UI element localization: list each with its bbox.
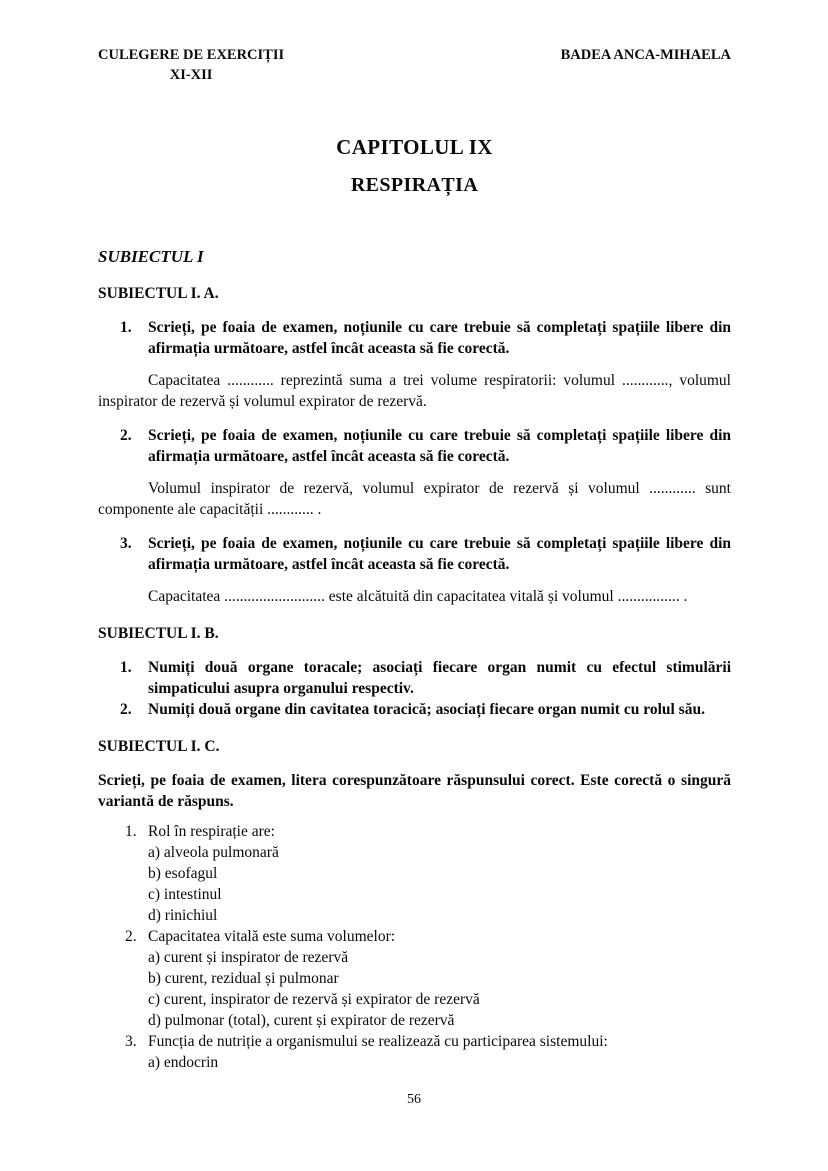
header-author: BADEA ANCA-MIHAELA: [560, 47, 731, 63]
chapter-subtitle: RESPIRAȚIA: [350, 174, 479, 197]
part-c-question-list: [98, 821, 731, 1073]
part-c-instruction: Scrieți, pe foaia de examen, litera corespunzătoare răspunsului corect. Este corectă o singură variantă de răspuns.: [98, 772, 731, 811]
exercise-item: [98, 425, 731, 467]
question-options: [148, 842, 731, 926]
question-text: Rol în respirație are:: [148, 823, 275, 841]
part-a-item-2: [98, 425, 731, 520]
item-number: 1.: [120, 319, 132, 337]
header-book-title-line1: CULEGERE DE EXERCIȚII: [98, 47, 285, 63]
part-a-heading: SUBIECTUL I. A.: [98, 285, 219, 303]
page-header: [98, 46, 731, 85]
item-prompt: Scrieți, pe foaia de examen, noțiunile cu care trebuie să completați spațiile libere din afirmația următoare, astfel încât aceasta să fie corectă.: [148, 535, 731, 574]
header-book-title: [98, 46, 284, 85]
part-b-item-2: [98, 699, 731, 720]
part-b-item-1: [98, 657, 731, 699]
question-stem: [98, 1031, 731, 1052]
item-statement: Capacitatea .......................... este alcătuită din capacitatea vitală și volumul ................ .: [148, 588, 688, 606]
part-c-heading: SUBIECTUL I. C.: [98, 738, 220, 756]
exercise-item: [98, 317, 731, 359]
part-b-heading: SUBIECTUL I. B.: [98, 625, 219, 643]
item-statement: Capacitatea ............ reprezintă suma a trei volume respiratorii: volumul ............, volumul inspirator de rezervă și volumul expirator de rezervă.: [98, 372, 731, 411]
item-number: 3.: [120, 535, 132, 553]
question-options: [148, 1052, 731, 1073]
question-2: [98, 926, 731, 1031]
item-number: 2.: [120, 701, 132, 719]
part-a-item-3: [98, 533, 731, 607]
option-c: c) intestinul: [148, 886, 222, 904]
part-a-item-1: [98, 317, 731, 412]
option-b: b) curent, rezidual și pulmonar: [148, 970, 339, 988]
item-number: 1.: [120, 659, 132, 677]
question-stem: [98, 926, 731, 947]
option-a: a) endocrin: [148, 1054, 219, 1072]
question-stem: [98, 821, 731, 842]
option-c: c) curent, inspirator de rezervă și expirator de rezervă: [148, 991, 480, 1009]
header-book-title-line2: XI-XII: [169, 66, 213, 83]
option-b: b) esofagul: [148, 865, 218, 883]
subject-i-heading: SUBIECTUL I: [98, 247, 204, 267]
option-d: d) pulmonar (total), curent și expirator de rezervă: [148, 1012, 455, 1030]
question-number: 2.: [125, 928, 137, 946]
item-statement: Volumul inspirator de rezervă, volumul expirator de rezervă și volumul ............ sunt componente ale capacității ............ .: [98, 480, 731, 519]
question-options: [148, 947, 731, 1031]
item-prompt: Scrieți, pe foaia de examen, noțiunile cu care trebuie să completați spațiile libere din afirmația următoare, astfel încât aceasta să fie corectă.: [148, 427, 731, 466]
item-number: 2.: [120, 427, 132, 445]
question-text: Capacitatea vitală este suma volumelor:: [148, 928, 396, 946]
option-a: a) alveola pulmonară: [148, 844, 279, 862]
part-b-list: [98, 657, 731, 720]
question-number: 1.: [125, 823, 137, 841]
item-text: Numiți două organe toracale; asociați fiecare organ numit cu efectul stimulării simpaticului asupra organului respectiv.: [148, 659, 731, 698]
item-prompt: Scrieți, pe foaia de examen, noțiunile cu care trebuie să completați spațiile libere din afirmația următoare, astfel încât aceasta să fie corectă.: [148, 319, 731, 358]
exercise-item: [98, 533, 731, 575]
question-3: [98, 1031, 731, 1073]
item-text: Numiți două organe din cavitatea toracică; asociați fiecare organ numit cu rolul său.: [148, 701, 705, 719]
option-d: d) rinichiul: [148, 907, 218, 925]
question-number: 3.: [125, 1033, 137, 1051]
chapter-title: CAPITOLUL IX: [336, 135, 493, 160]
page-number: 56: [407, 1092, 421, 1107]
question-1: [98, 821, 731, 926]
question-text: Funcția de nutriție a organismului se realizează cu participarea sistemului:: [148, 1033, 608, 1051]
option-a: a) curent și inspirator de rezervă: [148, 949, 349, 967]
